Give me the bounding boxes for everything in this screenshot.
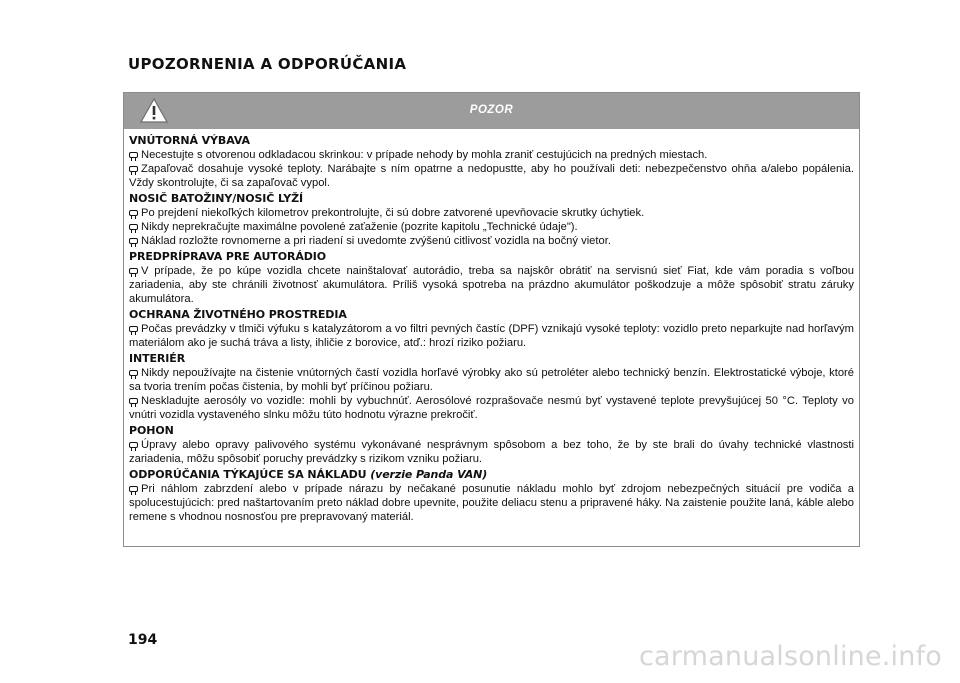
section-heading-text: NOSIČ BATOŽINY/NOSIČ LYŽÍ — [129, 192, 303, 205]
warning-box — [123, 92, 860, 547]
bullet-icon — [129, 370, 138, 376]
warning-label: POZOR — [469, 104, 514, 116]
section-heading-text: POHON — [129, 424, 174, 437]
bullet-icon — [129, 398, 138, 404]
section-heading — [129, 191, 854, 206]
paragraph-text: Necestujte s otvorenou odkladacou skrinkou: v prípade nehody by mohla zraniť cestujúcich na predných miestach. — [141, 149, 708, 161]
paragraph-text: Počas prevádzky v tlmiči výfuku s katalyzátorom a vo filtri pevných častíc (DPF) vznikajú vysoké teploty: vozidlo preto neparkujte nad horľavým materiálom ako je suchá tráva a listy, ihličie z borovice, atď.: hrozí riziko požiaru. — [129, 323, 854, 349]
warning-header — [124, 93, 859, 129]
section-heading — [129, 249, 854, 264]
section-heading-text: INTERIÉR — [129, 352, 186, 365]
bullet-icon — [129, 224, 138, 230]
paragraph-text: Náklad rozložte rovnomerne a pri riadení si uvedomte zvýšenú citlivosť vozidla na bočný vietor. — [141, 235, 611, 247]
bullet-paragraph — [129, 234, 854, 248]
bullet-paragraph — [129, 482, 854, 524]
paragraph-text: Úpravy alebo opravy palivového systému vykonávané nesprávnym spôsobom a bez toho, že by ste brali do úvahy technické vlastnosti zariadenia, môžu spôsobiť poruchy prevádzky s rizikom vzniku požiaru. — [129, 439, 854, 465]
bullet-paragraph — [129, 220, 854, 234]
section-heading — [129, 351, 854, 366]
section-heading-note: (verzie Panda VAN) — [370, 468, 488, 481]
paragraph-text: V prípade, že po kúpe vozidla chcete nainštalovať autorádio, treba sa najskôr obrátiť na servisnú sieť Fiat, kde vám poradia s voľbou zariadenia, aby ste chránili životnosť akumulátora. Príliš vysoká spotreba na prázdno akumulátor poškodzuje a môže spôsobiť stratu záruky akumulátora. — [129, 265, 854, 305]
bullet-paragraph — [129, 206, 854, 220]
bullet-icon — [129, 210, 138, 216]
section-heading — [129, 307, 854, 322]
bullet-icon — [129, 166, 138, 172]
bullet-icon — [129, 268, 138, 274]
paragraph-text: Po prejdení niekoľkých kilometrov prekontrolujte, či sú dobre zatvorené upevňovacie skrutky úchytiek. — [141, 207, 645, 219]
paragraph-text: Zapaľovač dosahuje vysoké teploty. Narábajte s ním opatrne a nedopustte, aby ho používali deti: nebezpečenstvo ohňa a/alebo popálenia. Vždy skontrolujte, či sa zapaľovač vypol. — [129, 163, 854, 189]
section-heading-text: PREDPRÍPRAVA PRE AUTORÁDIO — [129, 250, 327, 263]
bullet-icon — [129, 442, 138, 448]
paragraph-text: Neskladujte aerosóly vo vozidle: mohli by vybuchnúť. Aerosólové rozprašovače nesmú byť vystavené teplote prevyšujúcej 50 °C. Teploty vo vnútri vozidla vystaveného slnku môžu túto hodnotu výrazne prekročiť. — [129, 395, 854, 421]
bullet-icon — [129, 326, 138, 332]
bullet-paragraph — [129, 148, 854, 162]
bullet-icon — [129, 238, 138, 244]
watermark: carmanualsonline.info — [639, 641, 942, 672]
bullet-paragraph — [129, 438, 854, 466]
warning-body — [124, 129, 859, 524]
bullet-paragraph — [129, 162, 854, 190]
section-heading — [129, 467, 854, 482]
page-title: UPOZORNENIA A ODPORÚČANIA — [128, 55, 407, 73]
bullet-icon — [129, 486, 138, 492]
page-number: 194 — [128, 632, 158, 648]
paragraph-text: Nikdy nepoužívajte na čistenie vnútorných častí vozidla horľavé výrobky ako sú petroléter alebo technický benzín. Elektrostatické výboje, ktoré sa tvoria trením počas čistenia, by mohli byť príčinou požiaru. — [129, 367, 854, 393]
section-heading-text: ODPORÚČANIA TÝKAJÚCE SA NÁKLADU — [129, 468, 367, 481]
bullet-paragraph — [129, 394, 854, 422]
bullet-paragraph — [129, 322, 854, 350]
paragraph-text: Pri náhlom zabrzdení alebo v prípade nárazu by nečakané posunutie nákladu mohlo byť zdrojom nebezpečných situácií pre vodiča a spolucestujúcich: pred naštartovaním preto náklad dobre upevnite, použite deliacu stenu a pripravené háky. Na zaistenie použite laná, káble alebo remene s vhodnou nosnosťou pre prepravovaný materiál. — [129, 483, 854, 523]
section-heading-text: VNÚTORNÁ VÝBAVA — [129, 134, 250, 147]
section-heading-text: OCHRANA ŽIVOTNÉHO PROSTREDIA — [129, 308, 347, 321]
bullet-icon — [129, 152, 138, 158]
bullet-paragraph — [129, 264, 854, 306]
section-heading — [129, 423, 854, 438]
bullet-paragraph — [129, 366, 854, 394]
section-heading — [129, 133, 854, 148]
paragraph-text: Nikdy neprekračujte maximálne povolené zaťaženie (pozrite kapitolu „Technické údaje"). — [141, 221, 578, 233]
